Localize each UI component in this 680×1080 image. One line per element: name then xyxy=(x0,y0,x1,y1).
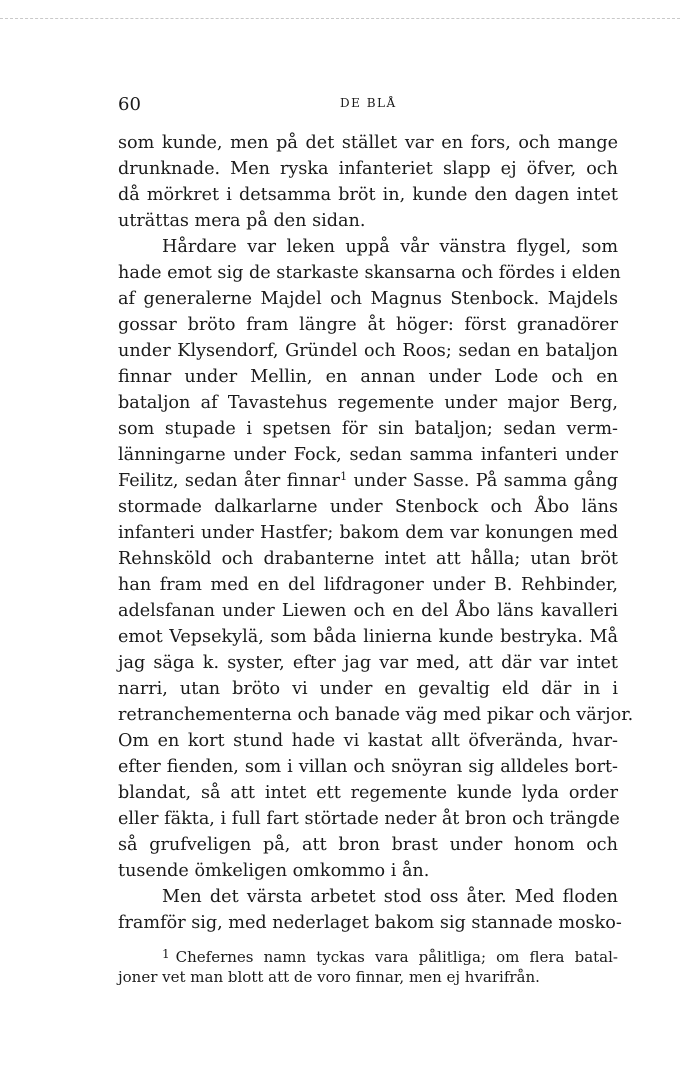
text-line: gossar bröto fram längre åt höger: först granadörer xyxy=(118,315,618,335)
body-text xyxy=(118,130,634,936)
text-line: stormade dalkarlarne under Stenbock och Åbo läns xyxy=(118,497,618,517)
text-line: Men det värsta arbetet stod oss åter. Med floden xyxy=(162,887,618,907)
text-segment: Feilitz, sedan åter finnar xyxy=(118,471,341,491)
text-line: jag säga k. syster, efter jag var med, att där var intet xyxy=(118,653,618,673)
text-line: emot Vepsekylä, som båda linierna kunde bestryka. Må xyxy=(118,627,618,647)
text-line: så grufveligen på, att bron brast under honom och xyxy=(118,835,618,855)
text-line: som stupade i spetsen för sin bataljon; sedan verm- xyxy=(118,419,618,439)
text-line: hade emot sig de starkaste skansarna och fördes i elden xyxy=(118,263,621,283)
footnote xyxy=(118,943,618,989)
text-line: adelsfanan under Liewen och en del Åbo läns kavalleri xyxy=(118,601,618,621)
footnote-mark: 1 xyxy=(162,947,170,961)
text-line: länningarne under Fock, sedan samma infanteri under xyxy=(118,445,618,465)
text-line: blandat, så att intet ett regemente kunde lyda order xyxy=(118,783,618,803)
text-line: han fram med en del lifdragoner under B. Rehbinder, xyxy=(118,575,618,595)
text-line: Om en kort stund hade vi kastat allt öfverända, hvar- xyxy=(118,731,618,751)
text-line: drunknade. Men ryska infanteriet slapp ej öfver, och xyxy=(118,159,618,179)
text-line: Hårdare var leken uppå vår vänstra flygel, som xyxy=(162,237,618,257)
text-line: narri, utan bröto vi under en gevaltig eld där in i xyxy=(118,679,618,699)
running-head xyxy=(118,94,618,116)
scan-edge-rule xyxy=(0,18,680,19)
text-line: bataljon af Tavastehus regemente under major Berg, xyxy=(118,393,618,413)
footnote-line xyxy=(118,943,618,966)
running-title: DE BLÅ xyxy=(340,96,397,110)
footnote-reference: 1 xyxy=(340,470,348,483)
footnote-line: joner vet man blott att de voro finnar, men ej hvarifrån. xyxy=(118,968,540,986)
text-line: eller fäkta, i full fart störtade neder åt bron och trängde xyxy=(118,809,620,829)
page-number: 60 xyxy=(118,94,141,115)
text-line: uträttas mera på den sidan. xyxy=(118,211,366,231)
text-line: tusende ömkeligen omkommo i ån. xyxy=(118,861,430,881)
text-line: då mörkret i detsamma bröt in, kunde den dagen intet xyxy=(118,185,618,205)
text-line-with-footnote xyxy=(118,468,618,494)
text-line: efter fienden, som i villan och snöyran sig alldeles bort- xyxy=(118,757,618,777)
footnote-text: Chefernes namn tyckas vara pålitliga; om flera batal- xyxy=(175,948,618,966)
text-line: retranchementerna och banade väg med pikar och värjor. xyxy=(118,705,634,725)
text-line: finnar under Mellin, en annan under Lode och en xyxy=(118,367,618,387)
text-line: af generalerne Majdel och Magnus Stenbock. Majdels xyxy=(118,289,618,309)
text-line: under Klysendorf, Gründel och Roos; sedan en bataljon xyxy=(118,341,618,361)
text-line: Rehnsköld och drabanterne intet att hålla; utan bröt xyxy=(118,549,618,569)
text-line: som kunde, men på det stället var en fors, och mange xyxy=(118,133,618,153)
text-line: infanteri under Hastfer; bakom dem var konungen med xyxy=(118,523,618,543)
text-line: framför sig, med nederlaget bakom sig stannade mosko- xyxy=(118,913,622,933)
text-segment: under Sasse. På samma gång xyxy=(347,471,618,491)
